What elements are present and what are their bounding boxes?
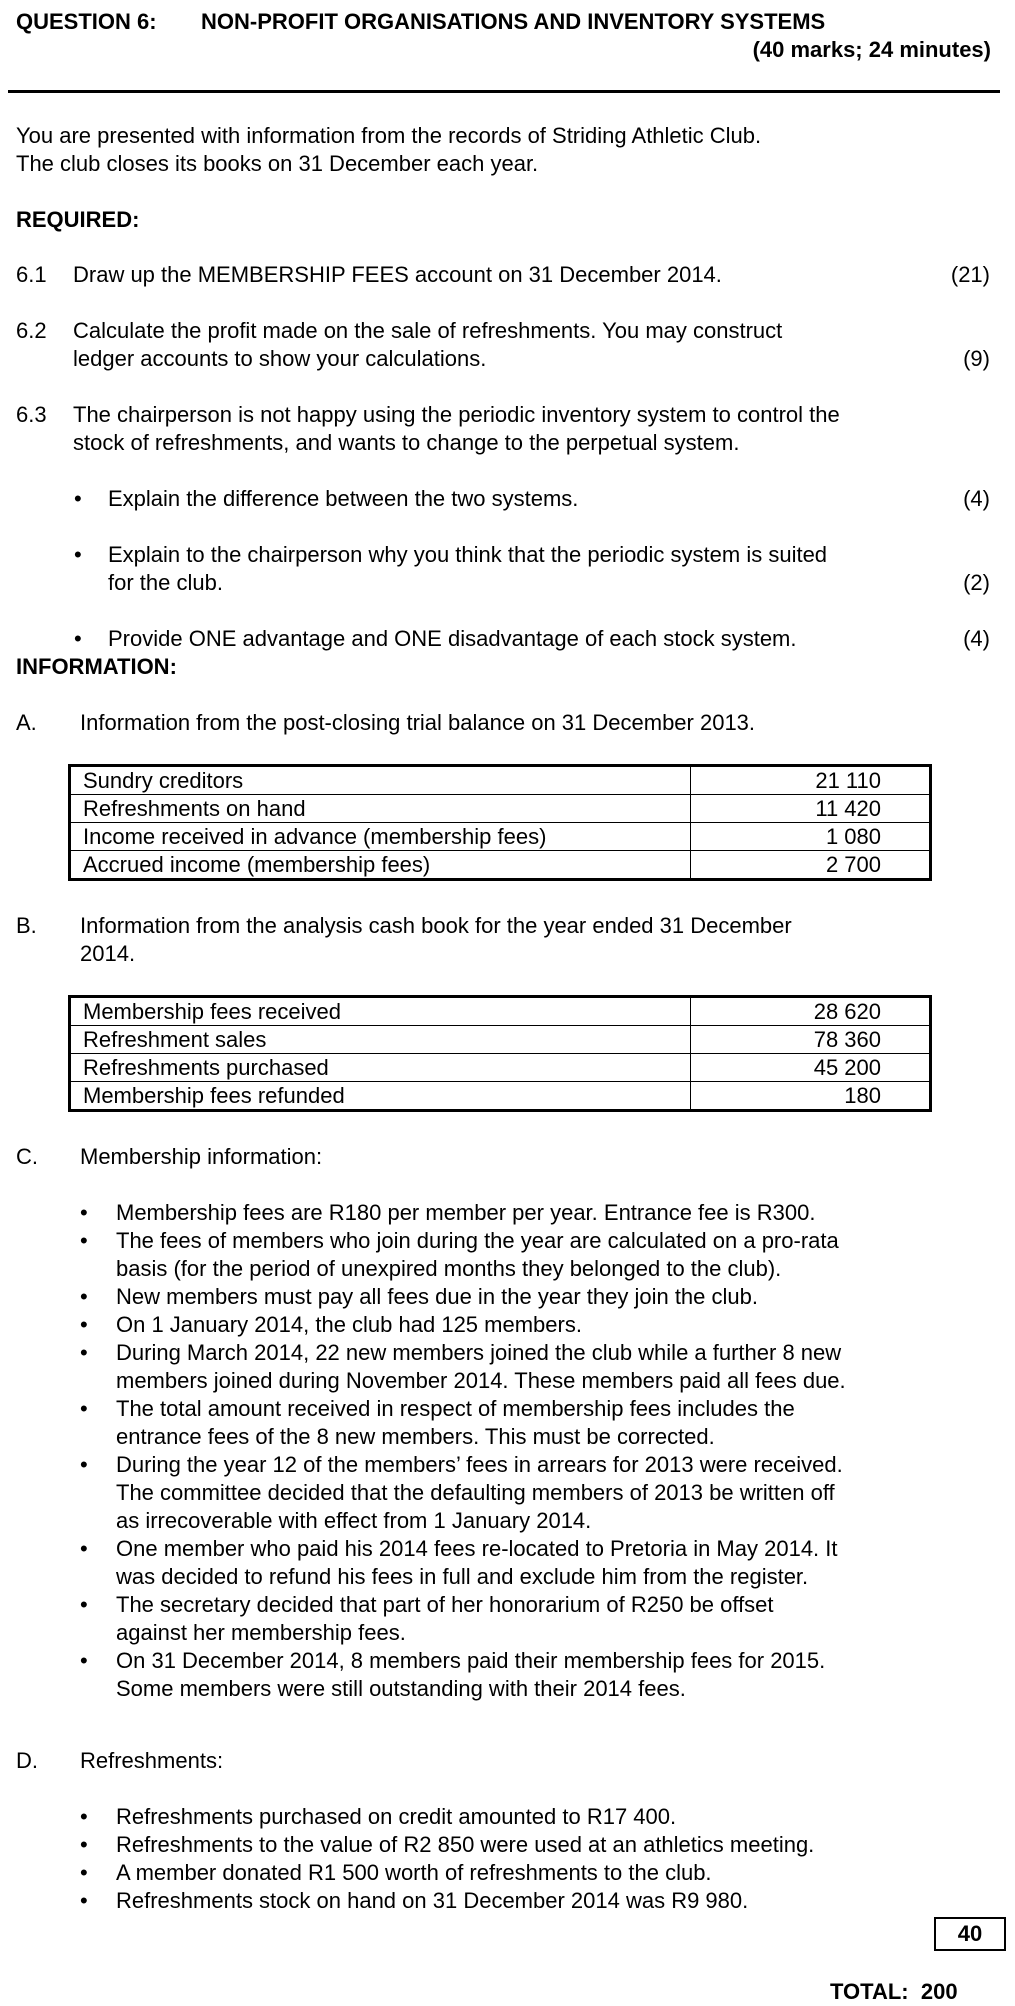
section-text: Membership information: xyxy=(80,1144,323,1169)
section-label: C. xyxy=(16,1144,38,1169)
list-item-text: During March 2014, 22 new members joined the club while a further 8 new xyxy=(116,1340,842,1365)
bullet-icon: • xyxy=(80,1888,88,1913)
trial-balance-table xyxy=(68,764,932,881)
list-item xyxy=(80,1803,980,1831)
paper-total xyxy=(830,1978,958,2006)
required-item-number: 6.1 xyxy=(16,262,47,287)
list-item-text-cont: as irrecoverable with effect from 1 January 2014. xyxy=(116,1508,592,1533)
section-text: Refreshments: xyxy=(80,1748,224,1773)
table-cell-amount: 11 420 xyxy=(691,795,931,823)
table-row xyxy=(70,1026,931,1054)
question-heading xyxy=(16,8,990,36)
membership-info-list xyxy=(80,1199,980,1703)
bullet-icon: • xyxy=(80,1312,88,1337)
list-item-text-cont: Some members were still outstanding with their 2014 fees. xyxy=(116,1676,686,1701)
required-item-text: The chairperson is not happy using the periodic inventory system to control the xyxy=(73,402,840,427)
list-item-text-cont: entrance fees of the 8 new members. This must be corrected. xyxy=(116,1424,715,1449)
bullet-icon: • xyxy=(80,1200,88,1225)
intro-line-2: The club closes its books on 31 December each year. xyxy=(16,151,539,176)
table-cell-item: Membership fees received xyxy=(70,997,691,1026)
question-number: QUESTION 6: xyxy=(16,9,157,34)
table-cell-amount: 21 110 xyxy=(691,766,931,795)
list-item xyxy=(80,1591,980,1647)
list-item xyxy=(80,1311,980,1339)
list-item xyxy=(80,1227,980,1283)
list-item-text: Refreshments purchased on credit amounted to R17 400. xyxy=(116,1804,677,1829)
table-cell-amount: 78 360 xyxy=(691,1026,931,1054)
list-item-text: Refreshments to the value of R2 850 were used at an athletics meeting. xyxy=(116,1832,815,1857)
list-item-text: One member who paid his 2014 fees re-located to Pretoria in May 2014. It xyxy=(116,1536,838,1561)
refreshments-info-list xyxy=(80,1803,980,1915)
list-item-text-cont: was decided to refund his fees in full and exclude him from the register. xyxy=(116,1564,809,1589)
section-text: Information from the analysis cash book for the year ended 31 December xyxy=(80,913,792,938)
required-item-number: 6.2 xyxy=(16,318,47,343)
list-item-text: Membership fees are R180 per member per year. Entrance fee is R300. xyxy=(116,1200,816,1225)
list-item xyxy=(80,1887,980,1915)
list-item-text: Refreshments stock on hand on 31 December 2014 was R9 980. xyxy=(116,1888,749,1913)
table-cell-item: Sundry creditors xyxy=(70,766,691,795)
list-item xyxy=(80,1283,980,1311)
list-item-text: During the year 12 of the members’ fees in arrears for 2013 were received. xyxy=(116,1452,843,1477)
cash-book-table xyxy=(68,995,932,1112)
required-heading: REQUIRED: xyxy=(16,207,140,232)
required-item-text-line-2: stock of refreshments, and wants to change to the perpetual system. xyxy=(73,430,740,455)
total-label: TOTAL: xyxy=(830,1979,909,2004)
section-text: Information from the post-closing trial balance on 31 December 2013. xyxy=(80,710,756,735)
list-item-text: The total amount received in respect of membership fees includes the xyxy=(116,1396,795,1421)
bullet-icon: • xyxy=(74,542,82,567)
section-label: D. xyxy=(16,1748,38,1773)
list-item-text: The fees of members who join during the year are calculated on a pro-rata xyxy=(116,1228,839,1253)
bullet-icon: • xyxy=(80,1592,88,1617)
list-item xyxy=(80,1339,980,1395)
bullet-icon: • xyxy=(80,1228,88,1253)
question-marks: (40 marks; 24 minutes) xyxy=(752,37,991,62)
list-item xyxy=(80,1647,980,1703)
list-item-text-cont: basis (for the period of unexpired months they belonged to the club). xyxy=(116,1256,782,1281)
section-label: A. xyxy=(16,710,37,735)
required-item-marks: (21) xyxy=(950,262,990,287)
table-cell-amount: 45 200 xyxy=(691,1054,931,1082)
table-row xyxy=(70,1054,931,1082)
required-item-marks: (9) xyxy=(963,346,990,371)
table-row xyxy=(70,766,931,795)
required-item-number: 6.3 xyxy=(16,402,47,427)
required-bullet-marks: (4) xyxy=(963,486,990,511)
list-item-text: On 1 January 2014, the club had 125 members. xyxy=(116,1312,582,1337)
list-item-text: New members must pay all fees due in the year they join the club. xyxy=(116,1284,758,1309)
bullet-icon: • xyxy=(80,1804,88,1829)
required-bullet-text: Explain to the chairperson why you think that the periodic system is suited xyxy=(108,542,828,567)
bullet-icon: • xyxy=(80,1860,88,1885)
bullet-icon: • xyxy=(80,1396,88,1421)
list-item-text: A member donated R1 500 worth of refreshments to the club. xyxy=(116,1860,712,1885)
bullet-icon: • xyxy=(74,626,82,651)
bullet-icon: • xyxy=(80,1536,88,1561)
table-cell-item: Income received in advance (membership fees) xyxy=(70,823,691,851)
list-item xyxy=(80,1395,980,1451)
list-item-text-cont: against her membership fees. xyxy=(116,1620,406,1645)
bullet-icon: • xyxy=(80,1340,88,1365)
table-row xyxy=(70,795,931,823)
bullet-icon: • xyxy=(74,486,82,511)
information-heading: INFORMATION: xyxy=(16,654,177,679)
required-bullet-text: Provide ONE advantage and ONE disadvantage of each stock system. xyxy=(108,626,797,651)
list-item xyxy=(80,1859,980,1887)
list-item-text: The secretary decided that part of her honorarium of R250 be offset xyxy=(116,1592,774,1617)
list-item xyxy=(80,1451,980,1535)
bullet-icon: • xyxy=(80,1452,88,1477)
table-row xyxy=(70,1082,931,1111)
total-value: 200 xyxy=(920,1979,958,2004)
list-item xyxy=(80,1535,980,1591)
table-cell-item: Membership fees refunded xyxy=(70,1082,691,1111)
required-item-text: Draw up the MEMBERSHIP FEES account on 31 December 2014. xyxy=(73,262,722,287)
required-item-text: Calculate the profit made on the sale of refreshments. You may construct xyxy=(73,318,783,343)
table-row xyxy=(70,851,931,880)
intro-line-1: You are presented with information from the records of Striding Athletic Club. xyxy=(16,123,762,148)
question-total-box: 40 xyxy=(934,1917,1006,1951)
question-title: NON-PROFIT ORGANISATIONS AND INVENTORY SYSTEMS xyxy=(201,9,826,34)
section-text-line-2: 2014. xyxy=(80,941,136,966)
required-item-text-line-2: ledger accounts to show your calculations. xyxy=(73,346,487,371)
table-row xyxy=(70,997,931,1026)
list-item-text-cont: members joined during November 2014. These members paid all fees due. xyxy=(116,1368,846,1393)
bullet-icon: • xyxy=(80,1832,88,1857)
table-cell-amount: 180 xyxy=(691,1082,931,1111)
bullet-icon: • xyxy=(80,1648,88,1673)
required-bullet-text-line-2: for the club. xyxy=(108,570,223,595)
section-label: B. xyxy=(16,913,37,938)
required-bullet-marks: (4) xyxy=(963,626,990,651)
list-item-text: On 31 December 2014, 8 members paid their membership fees for 2015. xyxy=(116,1648,826,1673)
table-cell-item: Refreshments purchased xyxy=(70,1054,691,1082)
required-bullet-marks: (2) xyxy=(963,570,990,595)
table-cell-amount: 1 080 xyxy=(691,823,931,851)
table-cell-item: Refreshments on hand xyxy=(70,795,691,823)
bullet-icon: • xyxy=(80,1284,88,1309)
table-cell-item: Refreshment sales xyxy=(70,1026,691,1054)
list-item-text-cont: The committee decided that the defaulting members of 2013 be written off xyxy=(116,1480,835,1505)
table-cell-amount: 28 620 xyxy=(691,997,931,1026)
required-bullet-text: Explain the difference between the two systems. xyxy=(108,486,579,511)
list-item xyxy=(80,1831,980,1859)
heading-divider xyxy=(8,90,1000,93)
table-row xyxy=(70,823,931,851)
table-cell-item: Accrued income (membership fees) xyxy=(70,851,691,880)
table-cell-amount: 2 700 xyxy=(691,851,931,880)
list-item xyxy=(80,1199,980,1227)
